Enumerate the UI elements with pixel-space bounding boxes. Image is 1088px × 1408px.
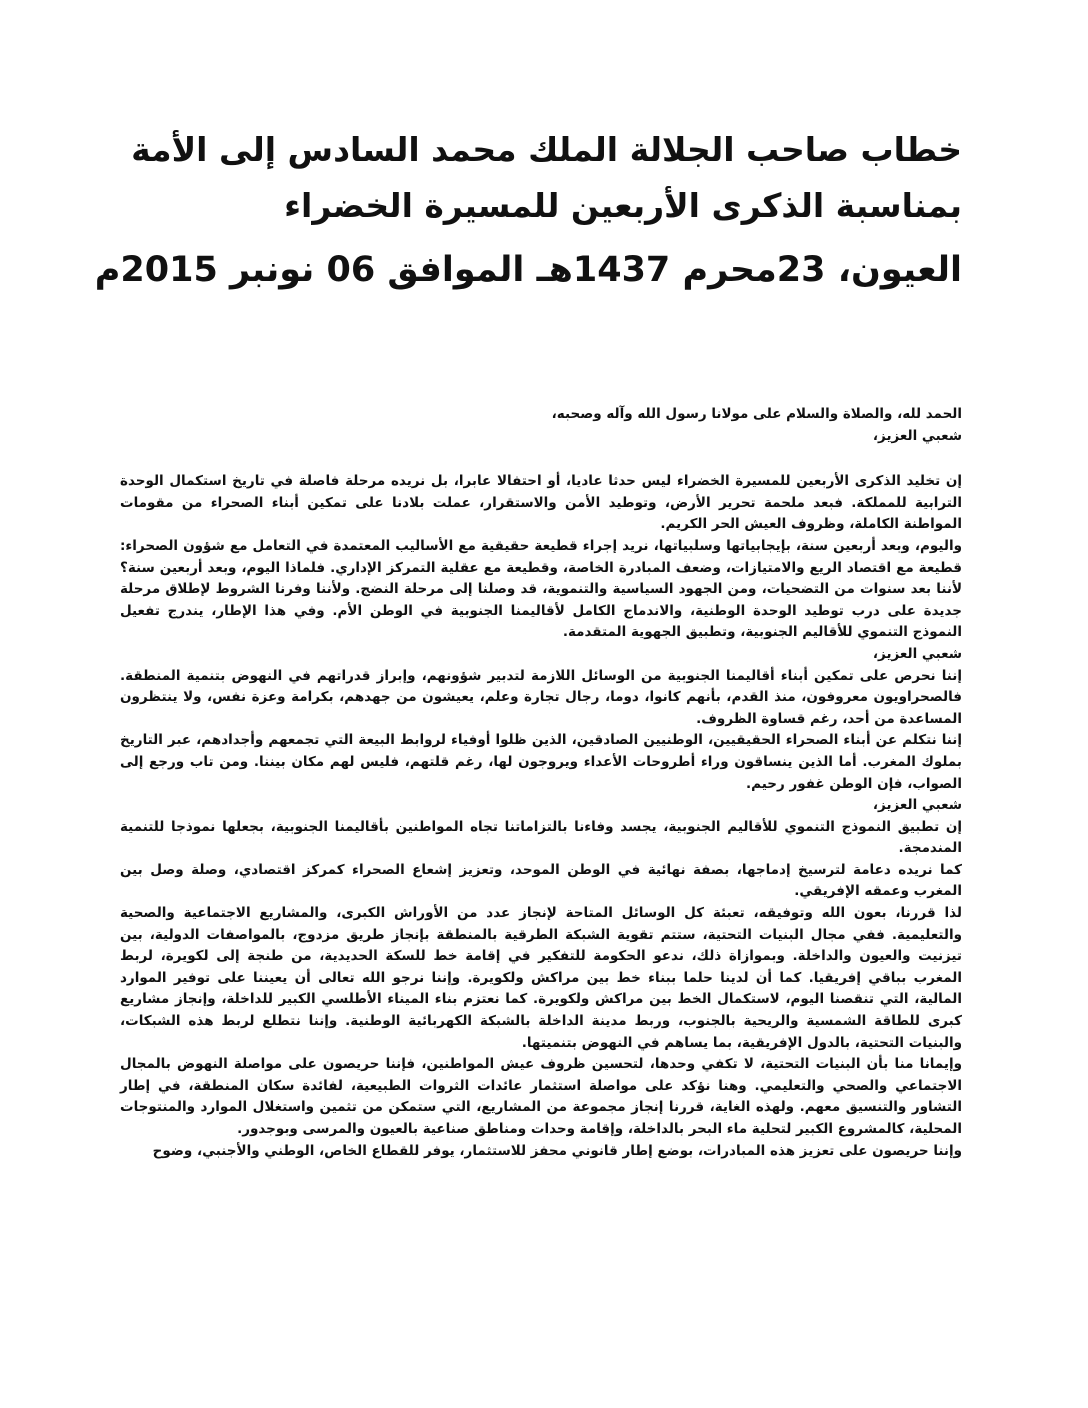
opening-line: الحمد لله، والصلاة والسلام على مولانا رسول الله وآله وصحبه، [551,406,962,422]
page-title-line-2: بمناسبة الذكرى الأربعين للمسيرة الخضراء [284,186,962,225]
paragraph-6: كما نريده دعامة لترسيخ إدماجها، بصفة نهائية في الوطن الموحد، وتعزيز إشعاع الصحراء كمركز اقتصادي، وصلة وصل بين المغرب وعمقه الإفريقي. [120,861,962,900]
paragraph-2: واليوم، وبعد أربعين سنة، بإيجابياتها وسلبياتها، نريد إجراء قطيعة حقيقية مع الأساليب المعتمدة في التعامل مع شؤون الصحراء: قطيعة مع اقتصاد الريع والامتيازات، وضعف المبادرة الخاصة، وقطيعة مع عقلية التمركز الإداري. فلماذا اليوم، وبعد أربعين سنة؟ لأننا بعد سنوات من التضحيات، ومن الجهود السياسية والتنموية، قد وصلنا إلى مرحلة النضج. ولأننا وفرنا الشروط لإطلاق مرحلة جديدة على درب توطيد الوحدة الوطنية، والاندماج الكامل لأقاليمنا الجنوبية في الوطن الأم. وفي هذا الإطار، يندرج تفعيل النموذج التنموي للأقاليم الجنوبية، وتطبيق الجهوية المتقدمة. [120,537,962,641]
salutation: شعبي العزيز، [872,427,962,444]
paragraph-3: إننا نحرص على تمكين أبناء أقاليمنا الجنوبية من الوسائل اللازمة لتدبير شؤونهم، وإبراز قدراتهم في النهوض بتنمية المنطقة. فالصحراويون معروفون، منذ القدم، بأنهم كانوا، دوما، رجال تجارة وعلم، يعيشون من جهدهم، بكرامة وعزة نفس، ولا ينتظرون المساعدة من أحد، رغم قساوة الظروف. [120,667,962,727]
date-line: العيون، 23محرم 1437هـ الموافق 06 نونبر 2015م [94,250,962,290]
speech-body [120,404,962,1162]
document-header [94,122,962,300]
salutation-3: شعبي العزيز، [872,797,962,814]
page-title-line-1: خطاب صاحب الجلالة الملك محمد السادس إلى الأمة [131,130,962,169]
paragraph-spacer [120,447,962,471]
paragraph-8: وإيمانا منا بأن البنيات التحتية، لا تكفي وحدها، لتحسين ظروف عيش المواطنين، فإننا حريصون على مواصلة النهوض بالمجال الاجتماعي والصحي والتعليمي. وهنا نؤكد على مواصلة استثمار عائدات الثروات الطبيعية، لفائدة سكان المنطقة، في إطار التشاور والتنسيق معهم. ولهذه الغاية، قررنا إنجاز مجموعة من المشاريع، التي ستمكن من تثمين واستغلال الموارد والمنتوجات المحلية، كالمشروع الكبير لتحلية ماء البحر بالداخلة، وإقامة وحدات ومناطق صناعية بالعيون والمرسى وبوجدور. [120,1056,962,1137]
paragraph-4: إننا نتكلم عن أبناء الصحراء الحقيقيين، الوطنيين الصادقين، الذين ظلوا أوفياء لروابط البيعة التي تجمعهم وأجدادهم، عبر التاريخ بملوك المغرب. أما الذين ينساقون وراء أطروحات الأعداء ويروجون لها، رغم قلتهم، فليس لهم مكان بيننا. ومن تاب ورجع إلى الصواب، فإن الوطن غفور رحيم. [120,732,962,792]
salutation-2: شعبي العزيز، [872,645,962,662]
paragraph-1: إن تخليد الذكرى الأربعين للمسيرة الخضراء ليس حدثا عاديا، أو احتفالا عابرا، بل نريده مرحلة فاصلة في تاريخ استكمال الوحدة الترابية للمملكة. فبعد ملحمة تحرير الأرض، وتوطيد الأمن والاستقرار، عملت بلادنا على تمكين أبناء الصحراء من مقومات المواطنة الكاملة، وظروف العيش الحر الكريم. [120,473,962,533]
paragraph-7: لذا قررنا، بعون الله وتوفيقه، تعبئة كل الوسائل المتاحة لإنجاز عدد من الأوراش الكبرى، والمشاريع الاجتماعية والصحية والتعليمية. ففي مجال البنيات التحتية، ستتم تقوية الشبكة الطرقية بالمنطقة بإنجاز طريق مزدوج، بالمواصفات الدولية، بين تيزنيت والعيون والداخلة. وبموازاة ذلك، ندعو الحكومة للتفكير في إقامة خط للسكة الحديدية، من طنجة إلى لكويرة، لربط المغرب بباقي إفريقيا. كما أن لدينا حلما ببناء خط بين مراكش ولكويرة. وإننا نرجو الله تعالى أن يعيننا على توفير الموارد المالية، التي تنقصنا اليوم، لاستكمال الخط بين مراكش ولكويرة. كما نعتزم بناء الميناء الأطلسي الكبير للداخلة، وإنجاز مشاريع كبرى للطاقة الشمسية والريحية بالجنوب، وربط مدينة الداخلة بالشبكة الكهربائية الوطنية. وإننا نتطلع لربط هذه الشبكات، والبنيات التحتية، بالدول الإفريقية، بما يساهم في النهوض بتنميتها. [120,905,962,1051]
paragraph-5: إن تطبيق النموذج التنموي للأقاليم الجنوبية، يجسد وفاءنا بالتزاماتنا تجاه المواطنين بأقاليمنا الجنوبية، بجعلها نموذجا للتنمية المندمجة. [120,818,962,857]
paragraph-9: وإننا حريصون على تعزيز هذه المبادرات، بوضع إطار قانوني محفز للاستثمار، يوفر للقطاع الخاص، الوطني والأجنبي، وضوح [152,1142,962,1159]
